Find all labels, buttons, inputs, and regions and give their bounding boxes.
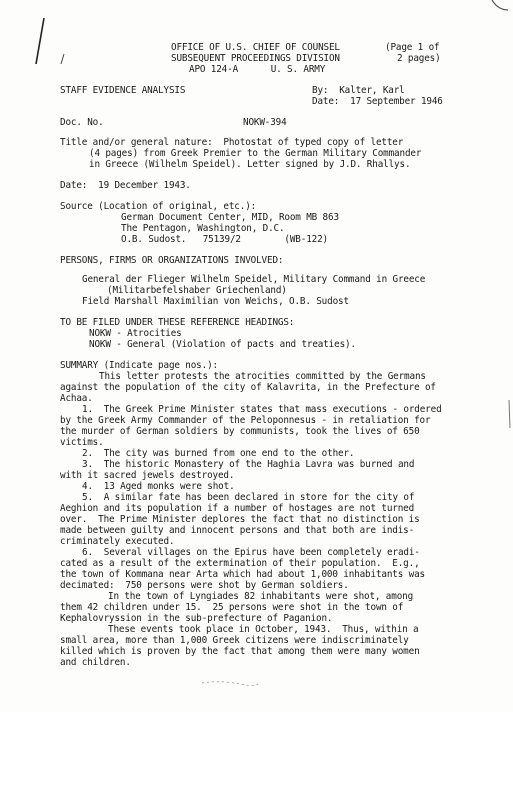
summary-line: them 42 children under 15. 25 persons were shot in the town of: [60, 602, 404, 613]
summary-line: and children.: [60, 657, 131, 668]
pen-stroke-mark: [28, 16, 68, 76]
source-heading: Source (Location of original, etc.):: [60, 201, 257, 212]
summary-line: killed which is proven by the fact that among them were many women: [60, 646, 420, 657]
summary-line: This letter protests the atrocities committed by the Germans: [99, 371, 426, 382]
summary-line: 1. The Greek Prime Minister states that mass executions - ordered: [82, 404, 442, 415]
blank-margin: [0, 712, 513, 800]
summary-line: with it sacred jewels destroyed.: [60, 470, 235, 481]
doc-no-label: Doc. No.: [60, 117, 104, 128]
source-line-1: German Document Center, MID, Room MB 863: [121, 212, 339, 223]
source-line-2: The Pentagon, Washington, D.C.: [121, 223, 285, 234]
persons-line-1: General der Flieger Wilhelm Speidel, Military Command in Greece: [82, 274, 426, 285]
summary-line: Aeghion and its population if a number of hostages are not turned: [60, 503, 415, 514]
office-line-2: SUBSEQUENT PROCEEDINGS DIVISION: [171, 53, 340, 64]
ink-smudge: [200, 678, 260, 688]
summary-line: small area, more than 1,000 Greek citizens were indiscriminately: [60, 635, 409, 646]
summary-line: made between guilty and innocent persons and that both are indis-: [60, 525, 415, 536]
summary-line: Achaa.: [60, 393, 93, 404]
analysis-label: STAFF EVIDENCE ANALYSIS: [60, 85, 186, 96]
filed-line-1: NOKW - Atrocities: [89, 328, 182, 339]
source-line-3: O.B. Sudost. 75139/2 (WB-122): [121, 234, 328, 245]
title-line-1: Title and/or general nature: Photostat of typed copy of letter: [60, 137, 404, 148]
summary-line: 5. A similar fate has been declared in store for the city of: [82, 492, 415, 503]
page-count-line-1: (Page 1 of: [385, 42, 440, 53]
title-line-3: in Greece (Wilhelm Speidel). Letter signed by J.D. Rhallys.: [89, 159, 411, 170]
summary-line: victims.: [60, 437, 104, 448]
summary-line: criminately executed.: [60, 536, 175, 547]
summary-line: by the Greek Army Commander of the Peloponnesus - in retaliation for: [60, 415, 431, 426]
summary-line: In the town of Lyngiades 82 inhabitants were shot, among: [108, 591, 414, 602]
summary-line: 3. The historic Monastery of the Haghia Lavra was burned and: [82, 459, 415, 470]
summary-line: Kephalovryssion in the sub-prefecture of Paganion.: [60, 613, 333, 624]
analyst-name: By: Kalter, Karl: [312, 85, 405, 96]
filed-line-2: NOKW - General (Violation of pacts and treaties).: [89, 339, 356, 350]
summary-line: 6. Several villages on the Epirus have been completely eradi-: [82, 547, 420, 558]
persons-heading: PERSONS, FIRMS OR ORGANIZATIONS INVOLVED:: [60, 255, 284, 266]
summary-line: These events took place in October, 1943. Thus, within a: [108, 624, 419, 635]
corner-mark: [490, 0, 510, 16]
title-line-2: (4 pages) from Greek Premier to the German Military Commander: [89, 148, 422, 159]
summary-line: the town of Kommana near Arta which had about 1,000 inhabitants was: [60, 569, 425, 580]
summary-line: the murder of German soldiers by communists, took the lives of 650: [60, 426, 420, 437]
persons-line-3: Field Marshall Maximilian von Weichs, O.B. Sudost: [82, 296, 349, 307]
page-count-line-2: 2 pages): [397, 53, 441, 64]
summary-heading: SUMMARY (Indicate page nos.):: [60, 360, 218, 371]
right-edge-mark: [505, 400, 513, 430]
analysis-date: Date: 17 September 1946: [312, 96, 443, 107]
summary-line: over. The Prime Minister deplores the fact that no distinction is: [60, 514, 420, 525]
document-date: Date: 19 December 1943.: [60, 180, 191, 191]
office-line-1: OFFICE OF U.S. CHIEF OF COUNSEL: [171, 42, 340, 53]
summary-line: 2. The city was burned from one end to the other.: [82, 448, 355, 459]
filed-heading: TO BE FILED UNDER THESE REFERENCE HEADINGS:: [60, 317, 295, 328]
summary-line: against the population of the city of Kalavrita, in the Prefecture of: [60, 382, 436, 393]
persons-line-2: (Militarbefelshaber Griechenland): [107, 285, 287, 296]
summary-line: 4. 13 Aged monks were shot.: [82, 481, 235, 492]
doc-number: NOKW-394: [243, 117, 287, 128]
summary-line: decimated: 750 persons were shot by German soldiers.: [60, 580, 349, 591]
office-line-3: APO 124-A U. S. ARMY: [189, 64, 326, 75]
summary-line: cated as a result of the extermination of their population. E.g.,: [60, 558, 420, 569]
